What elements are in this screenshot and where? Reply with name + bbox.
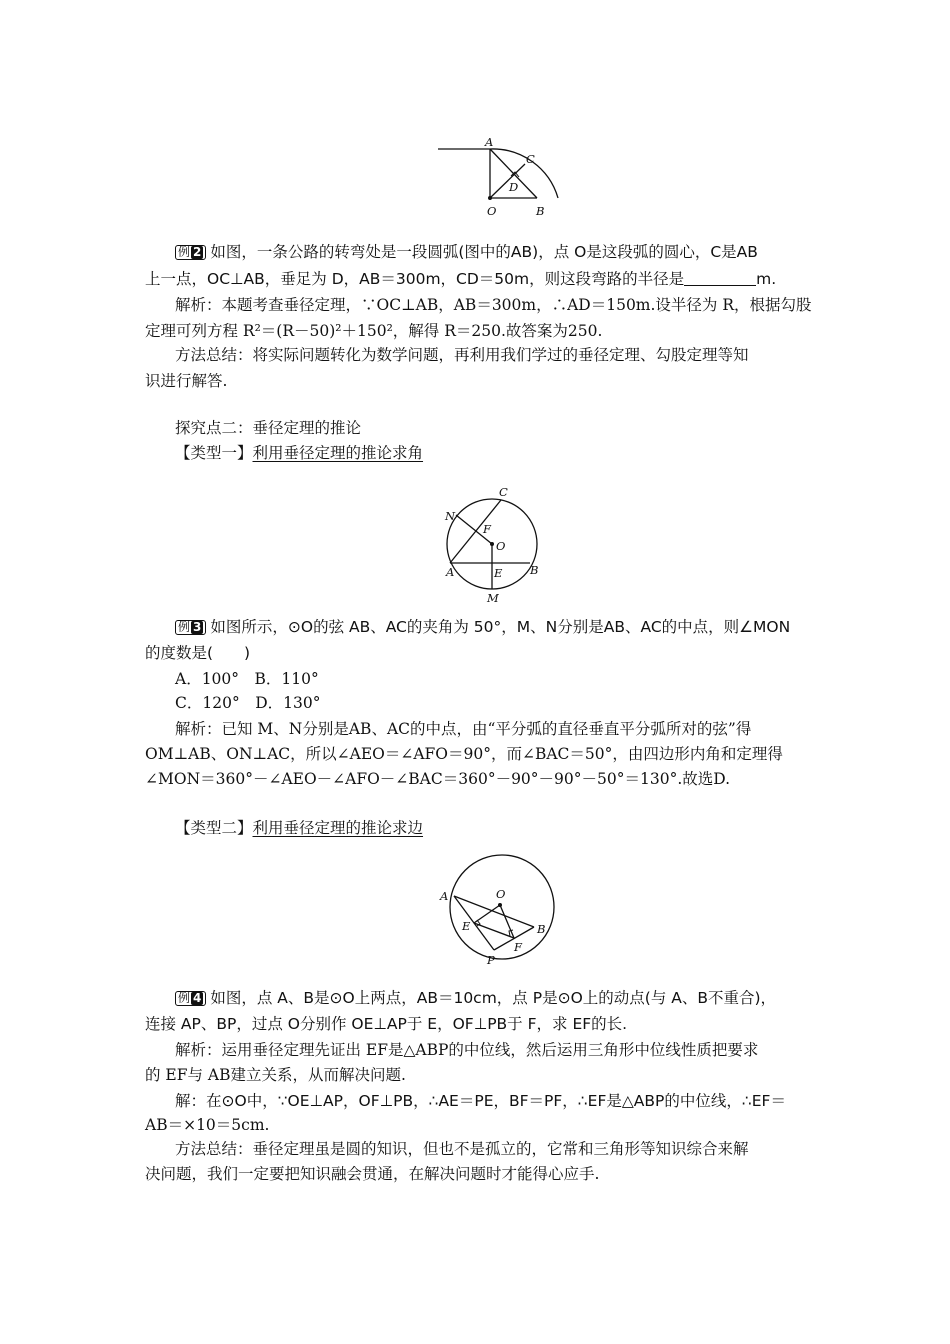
figure-road-arc (430, 130, 560, 225)
example2-method-line1: 方法总结：将实际问题转化为数学问题，再利用我们学过的垂径定理、勾股定理等知 (175, 346, 749, 364)
example3-analysis-line1: 解析：已知 M、N分别是AB、AC的中点，由“平分弧的直径垂直平分弧所对的弦”得 (175, 720, 752, 738)
example4-solution-line2: AB＝×10＝5cm. (145, 1116, 270, 1134)
fig3-label-f: F (514, 940, 522, 954)
type1-heading: 【类型一】利用垂径定理的推论求角 (175, 444, 424, 462)
example3-line1: 例 3 如图所示，⊙O的弦 AB、AC的夹角为 50°，M、N分别是AB、AC的中点，则∠MON (175, 617, 790, 637)
fig2-label-e: E (494, 566, 503, 580)
fig2-label-n: N (445, 509, 456, 523)
example3-options-line1: A．100° B．110° (175, 670, 319, 688)
example4-analysis-line1: 解析：运用垂径定理先证出 EF是△ABP的中位线，然后运用三角形中位线性质把要求 (175, 1041, 759, 1059)
fig1-label-b: B (536, 204, 545, 218)
fig1-label-o: O (487, 204, 497, 218)
fig1-label-d: D (509, 180, 519, 194)
fig3-label-p: P (487, 953, 495, 967)
fig2-label-f: F (483, 522, 491, 536)
example3-options-line2: C．120° D．130° (175, 694, 321, 712)
fig2-label-b: B (530, 563, 539, 577)
figure-circle-triangle (430, 852, 560, 972)
example3-line2: 的度数是( ) (145, 644, 251, 662)
fig3-label-o: O (496, 887, 506, 901)
fig2-label-c: C (499, 485, 508, 499)
example2-line2: 上一点，OC⊥AB，垂足为 D，AB＝300m，CD＝50m，则这段弯路的半径是 m. (145, 270, 777, 288)
example4-method-line2: 决问题，我们一定要把知识融会贯通，在解决问题时才能得心应手. (145, 1165, 600, 1183)
example4-method-line1: 方法总结：垂径定理虽是圆的知识，但也不是孤立的，它常和三角形等知识综合来解 (175, 1140, 749, 1158)
fig3-label-e: E (462, 919, 471, 933)
example2-badge: 例 2 (175, 245, 206, 260)
fig3-label-a: A (440, 889, 449, 903)
example3-badge: 例 3 (175, 620, 206, 635)
example4-badge: 例 4 (175, 991, 206, 1006)
example2-analysis-line2: 定理可列方程 R²＝(R－50)²＋150²，解得 R＝250.故答案为250. (145, 322, 603, 340)
example4-line1: 例 4 如图，点 A、B是⊙O上两点，AB＝10cm，点 P是⊙O上的动点(与 A、B不重合)， (175, 988, 776, 1008)
figure-circle-chords (430, 478, 560, 608)
example3-analysis-line3: ∠MON＝360°－∠AEO－∠AFO－∠BAC＝360°－90°－90°－50°＝130°.故选D. (145, 770, 731, 788)
example4-line2: 连接 AP、BP，过点 O分别作 OE⊥AP于 E，OF⊥PB于 F，求 EF的长. (145, 1015, 628, 1033)
fig2-label-a: A (446, 565, 455, 579)
example2-analysis-line1: 解析：本题考查垂径定理，∵OC⊥AB，AB＝300m，∴AD＝150m.设半径为 R，根据勾股 (175, 296, 812, 314)
example3-analysis-line2: OM⊥AB、ON⊥AC，所以∠AEO＝∠AFO＝90°，而∠BAC＝50°，由四边形内角和定理得 (145, 745, 783, 763)
answer-blank[interactable] (684, 271, 756, 286)
example2-method-line2: 识进行解答. (145, 372, 228, 390)
type2-heading: 【类型二】利用垂径定理的推论求边 (175, 819, 424, 837)
example4-solution-line1: 解：在⊙O中，∵OE⊥AP，OF⊥PB，∴AE＝PE，BF＝PF，∴EF是△ABP的中位线，∴EF＝ (175, 1092, 786, 1110)
fig2-label-m: M (487, 591, 499, 605)
fig2-label-o: O (496, 539, 506, 553)
fig1-label-c: C (526, 152, 535, 166)
fig3-label-b: B (537, 922, 546, 936)
example4-analysis-line2: 的 EF与 AB建立关系，从而解决问题. (145, 1066, 406, 1084)
section2-title: 探究点二：垂径定理的推论 (175, 419, 362, 437)
fig1-label-a: A (485, 135, 494, 149)
example2-line1: 例 2 如图，一条公路的转弯处是一段圆弧(图中的AB)，点 O是这段弧的圆心，C是AB (175, 242, 758, 262)
